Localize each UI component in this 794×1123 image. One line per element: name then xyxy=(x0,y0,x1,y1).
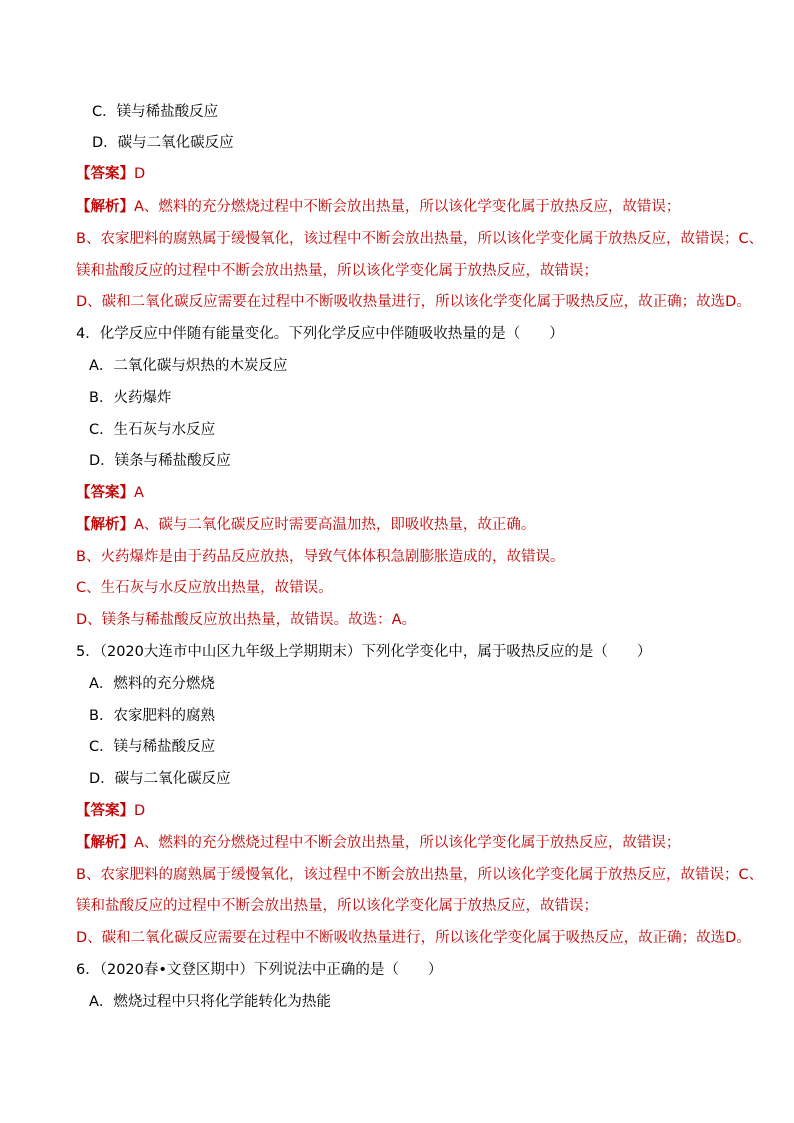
answer-tag: 【答案】 xyxy=(76,803,134,819)
analysis-tag: 【解析】 xyxy=(76,835,134,851)
analysis-line: D、碳和二氧化碳反应需要在过程中不断吸收热量进行，所以该化学变化属于吸热反应，故正确；故选D。 xyxy=(76,294,751,310)
analysis-line xyxy=(76,833,754,853)
answer-tag: 【答案】 xyxy=(76,166,134,182)
answer-value: D xyxy=(134,166,146,182)
question-6-option-a: A．燃烧过程中只将化学能转化为热能 xyxy=(89,994,331,1010)
analysis-line: B、农家肥料的腐熟属于缓慢氧化，该过程中不断会放出热量，所以该化学变化属于放热反应，故错误；C、 xyxy=(76,867,764,883)
option-c: C．镁与稀盐酸反应 xyxy=(92,104,219,120)
question-4-stem: 4．化学反应中伴随有能量变化。下列化学反应中伴随吸收热量的是（ ） xyxy=(76,326,564,342)
analysis-line: D、镁条与稀盐酸反应放出热量，故错误。故选：A。 xyxy=(76,612,417,628)
question-5-option-a: A．燃料的充分燃烧 xyxy=(89,676,215,692)
question-5-stem: 5．（2020大连市中山区九年级上学期期末）下列化学变化中，属于吸热反应的是（ ） xyxy=(76,644,652,660)
analysis-line xyxy=(76,197,754,217)
answer-line xyxy=(76,801,754,821)
option-d: D．碳与二氧化碳反应 xyxy=(92,135,234,151)
question-5-option-c: C．镁与稀盐酸反应 xyxy=(89,739,216,755)
answer-line xyxy=(76,164,754,184)
analysis-line: B、火药爆炸是由于药品反应放热，导致气体体积急剧膨胀造成的，故错误。 xyxy=(76,549,565,565)
question-5-option-d: D．碳与二氧化碳反应 xyxy=(89,771,231,787)
answer-tag: 【答案】 xyxy=(76,485,134,501)
analysis-line: D、碳和二氧化碳反应需要在过程中不断吸收热量进行，所以该化学变化属于吸热反应，故正确；故选D。 xyxy=(76,930,751,946)
analysis-line: 镁和盐酸反应的过程中不断会放出热量，所以该化学变化属于放热反应，故错误； xyxy=(76,263,598,279)
analysis-line: B、农家肥料的腐熟属于缓慢氧化，该过程中不断会放出热量，所以该化学变化属于放热反应，故错误；C、 xyxy=(76,231,764,247)
question-4-option-c: C．生石灰与水反应 xyxy=(89,422,216,438)
question-5-option-b: B．农家肥料的腐熟 xyxy=(89,708,215,724)
analysis-line xyxy=(76,515,754,535)
analysis-text: A、碳与二氧化碳反应时需要高温加热，即吸收热量，故正确。 xyxy=(134,517,536,533)
question-4-option-b: B．火药爆炸 xyxy=(89,390,172,406)
analysis-tag: 【解析】 xyxy=(76,199,134,215)
answer-value: D xyxy=(134,803,146,819)
answer-line xyxy=(76,483,754,503)
analysis-text: A、燃料的充分燃烧过程中不断会放出热量，所以该化学变化属于放热反应，故错误； xyxy=(134,835,681,851)
analysis-line: C、生石灰与水反应放出热量，故错误。 xyxy=(76,580,333,596)
question-6-stem: 6．（2020春•文登区期中）下列说法中正确的是（ ） xyxy=(76,962,443,978)
analysis-line: 镁和盐酸反应的过程中不断会放出热量，所以该化学变化属于放热反应，故错误； xyxy=(76,898,598,914)
question-4-option-a: A．二氧化碳与炽热的木炭反应 xyxy=(89,358,288,374)
answer-value: A xyxy=(134,485,144,501)
analysis-text: A、燃料的充分燃烧过程中不断会放出热量，所以该化学变化属于放热反应，故错误； xyxy=(134,199,681,215)
question-4-option-d: D．镁条与稀盐酸反应 xyxy=(89,453,231,469)
analysis-tag: 【解析】 xyxy=(76,517,134,533)
